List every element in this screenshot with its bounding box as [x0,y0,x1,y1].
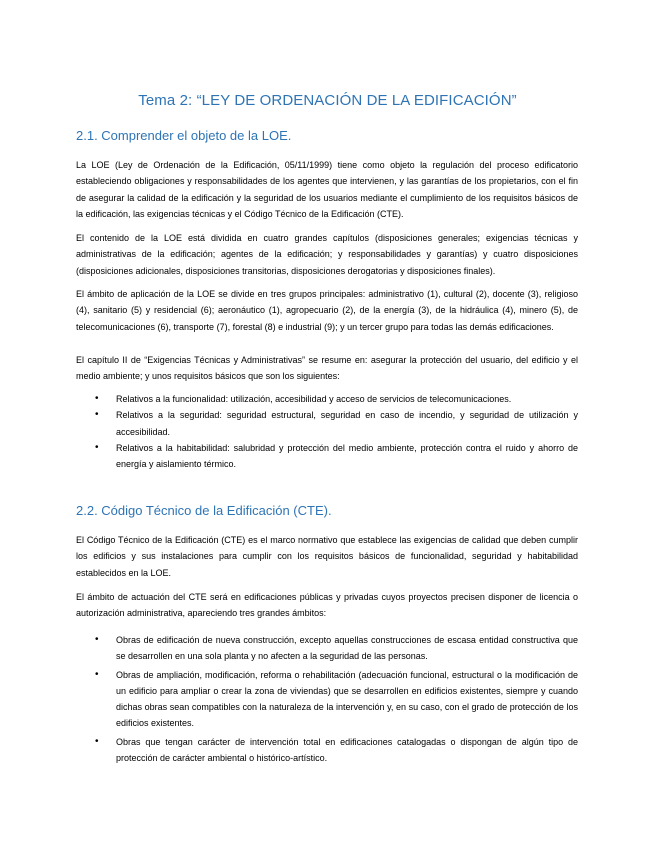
list-item [76,632,578,665]
section-heading-2-1: 2.1. Comprender el objeto de la LOE. [76,128,292,143]
list-item-text: Relativos a la seguridad: seguridad estructural, seguridad en caso de incendio, y seguridad de utilización y accesibilidad. [116,410,578,437]
list-item [76,440,578,473]
paragraph-cte-marco: El Código Técnico de la Edificación (CTE) es el marco normativo que establece las exigencias de calidad que deben cumplir los edificios y sus instalaciones para cumplir con los requisitos básicos de funcionalidad, seguridad y habitabilidad establecidos en la LOE. [76,535,578,578]
list-item-text: Obras que tengan carácter de intervención total en edificaciones catalogadas o dispongan de algún tipo de protección de carácter ambiental o histórico-artístico. [116,736,578,764]
list-item-text: Relativos a la habitabilidad: salubridad y protección del medio ambiente, protección contra el ruido y ahorro de energía y aislamiento térmico. [116,442,578,470]
bullet-icon: • [95,393,99,404]
requisitos-list [76,391,578,472]
list-item [76,407,578,440]
paragraph-loe-ambito: El ámbito de aplicación de la LOE se divide en tres grupos principales: administrativo (1), cultural (2), docente (3), religioso (4), sanitario (5) y residencial (6); aeronáutico (1), agropecuario (2), de la energía (3), de la hidráulica (4), minero (5), de telecomunicaciones (6), transporte (7), forestal (8) e industrial (9); y un tercer grupo para todas las demás edificaciones. [76,289,578,332]
section-heading-2-2: 2.2. Código Técnico de la Edificación (CTE). [76,503,332,518]
list-item-text: Obras de ampliación, modificación, reforma o rehabilitación (adecuación funcional, estructural o la modificación de un edificio para ampliar o crear la zona de viviendas) que se desarrollen en edificios existentes, siempre y cuando dichas obras sean compatibles con la naturaleza de la intervención y, en su caso, con el grado de protección de los edificios existentes. [116,669,578,729]
paragraph-loe-capitulo-ii: El capítulo II de “Exigencias Técnicas y Administrativas” se resume en: asegurar la protección del usuario, del edificio y el medio ambiente; y unos requisitos básicos que son los siguientes: [76,355,578,382]
list-item [76,391,578,407]
document-title: Tema 2: “LEY DE ORDENACIÓN DE LA EDIFICACIÓN” [138,92,517,109]
bullet-icon: • [95,409,99,421]
paragraph-loe-objeto: La LOE (Ley de Ordenación de la Edificación, 05/11/1999) tiene como objeto la regulación del proceso edificatorio estableciendo obligaciones y responsabilidades de los agentes que intervienen, y las garantías de los propietarios, con el fin de asegurar la calidad de la edificación y la seguridad de los usuarios mediante el cumplimiento de los requisitos básicos de la edificación, las exigencias técnicas y el Código Técnico de la Edificación (CTE). [76,160,578,219]
paragraph-cte-ambito: El ámbito de actuación del CTE será en edificaciones públicas y privadas cuyos proyectos precisen disponer de licencia o autorización administrativa, apareciendo tres grandes ámbitos: [76,592,578,619]
list-item [76,667,578,732]
paragraph-loe-contenido: El contenido de la LOE está dividida en cuatro grandes capítulos (disposiciones generales; exigencias técnicas y administrativas de la edificación; agentes de la edificación; y responsabilidades y garantías) y cuatro disposiciones (disposiciones adicionales, disposiciones transitorias, disposiciones derogatorias y disposiciones finales). [76,233,578,276]
bullet-icon: • [95,668,99,680]
bullet-icon: • [95,441,99,453]
bullet-icon: • [95,735,99,747]
bullet-icon: • [95,634,99,645]
list-item-text: Relativos a la funcionalidad: utilización, accesibilidad y acceso de servicios de telecomunicaciones. [116,394,512,404]
list-item-text: Obras de edificación de nueva construcción, excepto aquellas construcciones de escasa entidad constructiva que se desarrollen en una sola planta y no afecten a la seguridad de las personas. [116,635,578,662]
list-item [76,734,578,767]
ambitos-list [76,632,578,766]
